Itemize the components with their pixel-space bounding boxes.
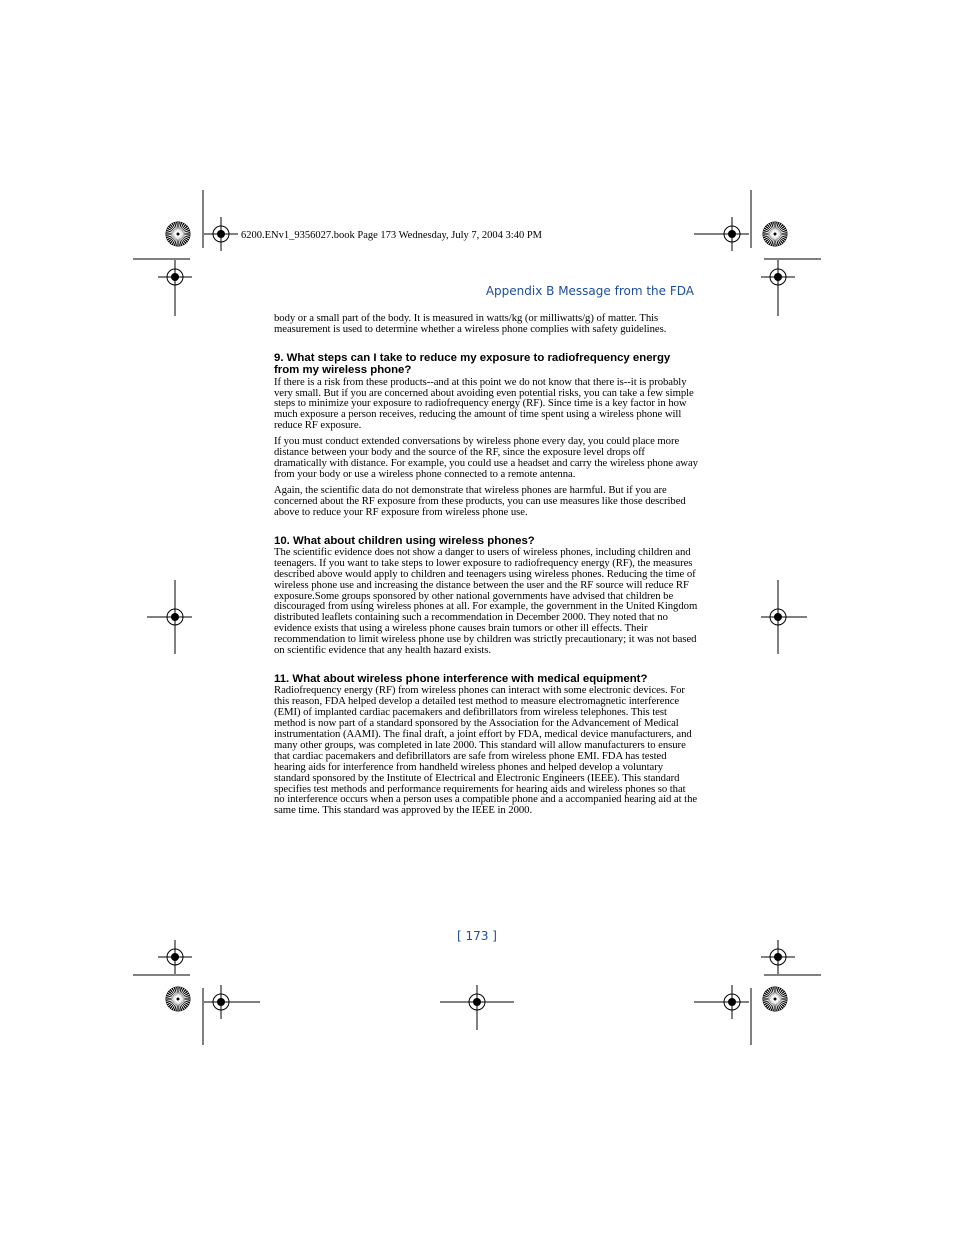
section-10 — [274, 535, 698, 656]
section-9 — [274, 352, 698, 518]
section-paragraph: Radiofrequency energy (RF) from wireless phones can interact with some electronic devices. For this reason, FDA helped develop a detailed test method to measure electromagnetic interference (EMI) of implanted cardiac pacemakers and defibrillators from wireless telephones. This test method is now part of a standard sponsored by the Association for the Advancement of Medical instrumentation (AAMI). The final draft, a joint effort by FDA, medical device manufacturers, and many other groups, was completed in late 2000. This standard will allow manufacturers to ensure that cardiac pacemakers and defibrillators are safe from wireless phone EMI. FDA has tested hearing aids for interference from handheld wireless phones and helped develop a voluntary standard sponsored by the Institute of Electrical and Electronic Engineers (IEEE). This standard specifies test methods and performance requirements for hearing aids and wireless phones so that no interference occurs when a person uses a compatible phone and a accompanied hearing aid at the same time. This standard was approved by the IEEE in 2000. — [274, 684, 698, 817]
running-head: Appendix B Message from the FDA — [485, 284, 694, 298]
section-paragraph: If you must conduct extended conversations by wireless phone every day, you could place more distance between your body and the source of the RF, since the exposure level drops off dramatically with distance. For example, you could use a headset and carry the wireless phone away from your body or use a wireless phone connected to a remote antenna. — [274, 435, 698, 480]
section-paragraph: If there is a risk from these products--and at this point we do not know that there is--it is probably very small. But if you are concerned about avoiding even potential risks, you can take a few simple steps to minimize your exposure to radiofrequency energy (RF). Since time is a key factor in how much exposure a person receives, reducing the amount of time spent using a wireless phone will reduce RF exposure. — [274, 375, 694, 432]
book-info-line: 6200.ENv1_9356027.book Page 173 Wednesday, July 7, 2004 3:40 PM — [241, 230, 543, 241]
starburst-wheel-icon — [763, 987, 788, 1012]
section-heading: 9. What steps can I take to reduce my exposure to radiofrequency energy from my wireless phone? — [274, 351, 671, 377]
intro-paragraph: body or a small part of the body. It is measured in watts/kg (or milliwatts/g) of matter. This measurement is used to determine whether a wireless phone complies with safety guidelines. — [274, 312, 667, 335]
starburst-wheel-icon — [763, 222, 788, 247]
section-11 — [274, 673, 698, 816]
section-paragraph: Again, the scientific data do not demonstrate that wireless phones are harmful. But if you are concerned about the RF exposure from these products, you can use measures like those described above to reduce your RF exposure from wireless phone use. — [274, 483, 686, 518]
page-number: [ 173 ] — [457, 929, 497, 943]
starburst-wheel-icon — [166, 222, 191, 247]
section-heading: 10. What about children using wireless phones? — [274, 534, 535, 547]
section-heading: 11. What about wireless phone interference with medical equipment? — [274, 672, 648, 685]
starburst-wheel-icon — [166, 987, 191, 1012]
page-body — [274, 313, 698, 821]
section-paragraph: The scientific evidence does not show a danger to users of wireless phones, including children and teenagers. If you want to take steps to lower exposure to radiofrequency energy (RF), the measures described above would apply to children and teenagers using wireless phones. Reducing the time of wireless phone use and increasing the distance between the user and the RF source will reduce RF exposure.Some groups sponsored by other national governments have advised that children be discouraged from using wireless phones at all. For example, the government in the United Kingdom distributed leaflets containing such a recommendation in December 2000. They noted that no evidence exists that using a wireless phone causes brain tumors or other ill effects. Their recommendation to limit wireless phone use by children was strictly precautionary; it was not based on scientific evidence that any health hazard exists. — [274, 545, 698, 657]
